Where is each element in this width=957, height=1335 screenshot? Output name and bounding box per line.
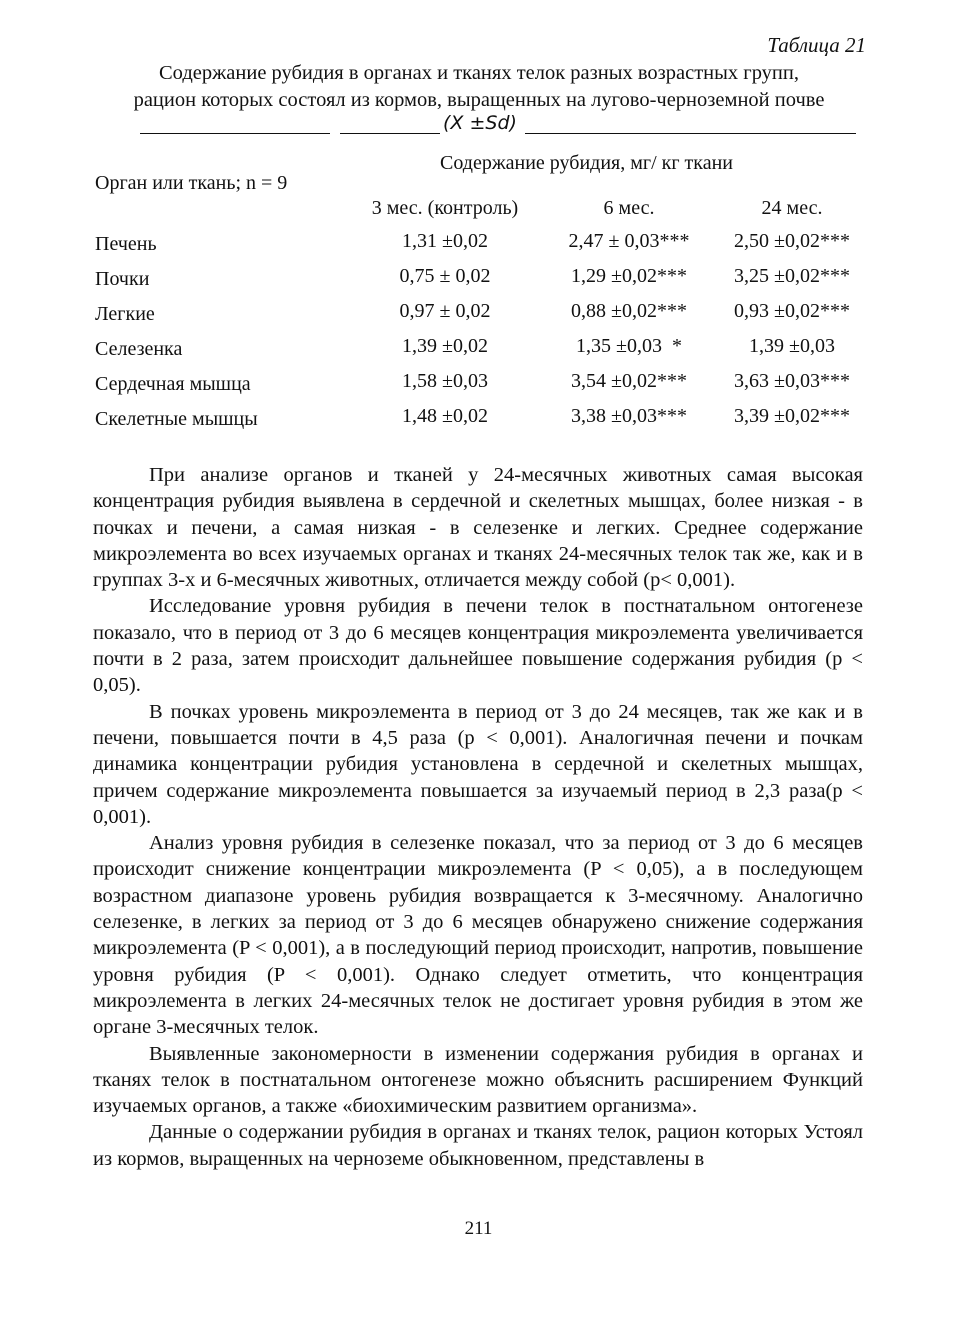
stat-notation: (X ±Sd) bbox=[443, 112, 517, 134]
paragraph: Данные о содержании рубидия в органах и тканях телок, рацион которых Устоял из кормов, выращенных на черноземе обыкновенном, представлены в bbox=[93, 1121, 863, 1170]
organ-name: Селезенка bbox=[95, 338, 183, 360]
value-6mo: 1,35 ±0,03 * bbox=[576, 335, 682, 357]
value-6mo: 2,47 ± 0,03*** bbox=[568, 230, 690, 252]
paragraph: Исследование уровня рубидия в печени телок в постнатальном онтогенезе показало, что в период от 3 до 6 месяцев концентрация микроэлемента увеличивается почти в 2 раза, затем происходит дальнейшее повышение содержания рубидия (p < 0,05). bbox=[93, 595, 863, 697]
value-24mo: 1,39 ±0,03 bbox=[749, 335, 835, 357]
value-24mo: 2,50 ±0,02*** bbox=[734, 230, 850, 252]
value-24mo: 3,25 ±0,02*** bbox=[734, 265, 850, 287]
table-caption bbox=[92, 60, 866, 114]
caption-line-2: рацион которых состоял из кормов, выращенных на лугово-черноземной почве bbox=[133, 89, 825, 111]
organ-name: Сердечная мышца bbox=[95, 373, 251, 395]
column-header-6mo: 6 мес. bbox=[603, 197, 655, 219]
body-text bbox=[93, 462, 863, 1172]
paragraph: При анализе органов и тканей у 24-месячных животных самая высокая концентрация рубидия выявлена в сердечной и скелетных мышцах, более низкая - в почках и печени, а самая низкая - в селезенке и легких. Среднее содержание микроэлемента во всех изучаемых органах и тканях 24-месячных телок так же, как и в группах 3-х и 6-месячных животных, отличается между собой (p< 0,001). bbox=[93, 464, 863, 592]
page-number: 211 bbox=[464, 1218, 493, 1239]
paragraph: В почках уровень микроэлемента в период от 3 до 24 месяцев, так же как и в печени, повышается почти в 4,5 раза (p < 0,001). Аналогичная печени и почкам динамика концентрации рубидия установлена в сердечной и скелетных мышцах, причем содержание микроэлемента повышается за изучаемый период в 2,3 раза(p < 0,001). bbox=[93, 700, 863, 828]
organ-name: Печень bbox=[95, 233, 157, 255]
column-header-3mo: 3 мес. (контроль) bbox=[371, 197, 519, 219]
value-6mo: 1,29 ±0,02*** bbox=[571, 265, 687, 287]
value-6mo: 0,88 ±0,02*** bbox=[571, 300, 687, 322]
value-3mo: 1,58 ±0,03 bbox=[402, 370, 488, 392]
column-header-24mo: 24 мес. bbox=[761, 197, 823, 219]
value-6mo: 3,38 ±0,03*** bbox=[571, 405, 687, 427]
value-3mo: 1,31 ±0,02 bbox=[402, 230, 488, 252]
value-24mo: 3,63 ±0,03*** bbox=[734, 370, 850, 392]
paragraph: Выявленные закономерности в изменении содержания рубидия в органах и тканях телок в постнатальном онтогенезе можно объяснить расширением Функций изучаемых органов, а также «биохимическим развитием организма». bbox=[93, 1042, 863, 1118]
value-3mo: 0,75 ± 0,02 bbox=[399, 265, 491, 287]
table-label: Таблица 21 bbox=[767, 33, 866, 57]
caption-stat-line bbox=[140, 112, 856, 136]
organ-name: Почки bbox=[95, 268, 150, 290]
organ-name: Скелетные мышцы bbox=[95, 408, 258, 430]
organ-name: Легкие bbox=[95, 303, 155, 325]
caption-line-1: Содержание рубидия в органах и тканях телок разных возрастных групп, bbox=[159, 62, 799, 84]
paragraph: Анализ уровня рубидия в селезенке показал, что за период от 3 до 6 месяцев происходит снижение концентрации микроэлемента (P < 0,05), а в последующем возрастном диапазоне уровень рубидия возвращается к 3-месячному. Аналогично селезенке, в легких за период от 3 до 6 месяцев обнаружено снижение содержания микроэлемента (P < 0,001), а в последующий период происходит, напротив, повышение уровня рубидия (P < 0,001). Однако следует отметить, что концентрация микроэлемента в легких 24-месячных телок не достигает уровня рубидия в этом же органе 3-месячных телок. bbox=[93, 832, 863, 1039]
value-3mo: 1,48 ±0,02 bbox=[402, 405, 488, 427]
organ-column-header: Орган или ткань; n = 9 bbox=[95, 172, 288, 194]
underline-segment bbox=[140, 133, 330, 134]
value-24mo: 3,39 ±0,02*** bbox=[734, 405, 850, 427]
value-3mo: 1,39 ±0,02 bbox=[402, 335, 488, 357]
value-6mo: 3,54 ±0,02*** bbox=[571, 370, 687, 392]
underline-segment bbox=[340, 133, 440, 134]
underline-segment bbox=[525, 133, 856, 134]
content-header: Содержание рубидия, мг/ кг ткани bbox=[440, 152, 733, 174]
value-24mo: 0,93 ±0,02*** bbox=[734, 300, 850, 322]
value-3mo: 0,97 ± 0,02 bbox=[399, 300, 491, 322]
